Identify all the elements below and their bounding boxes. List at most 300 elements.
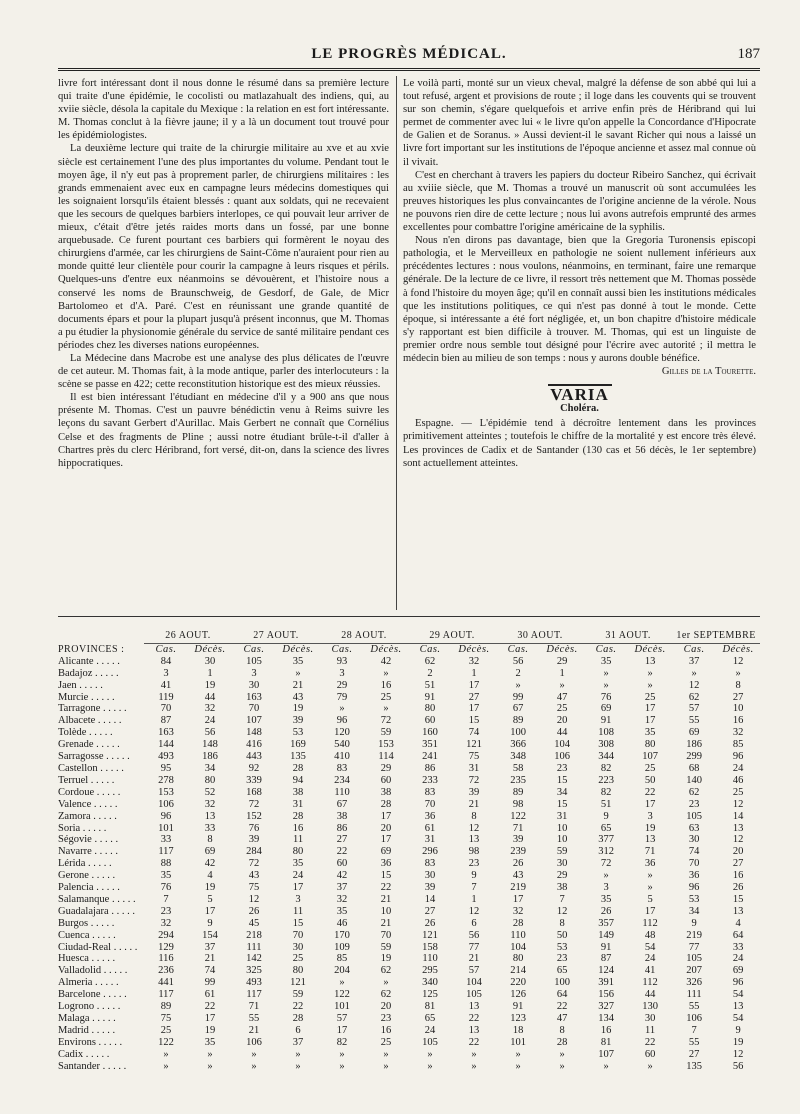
deces-cell: 60 (380, 774, 392, 786)
cas-cell: 26 (248, 905, 260, 917)
cas-cell: 96 (688, 882, 700, 894)
table-row (58, 965, 760, 977)
deces-cell: 25 (732, 786, 744, 798)
deces-cell: 30 (292, 941, 304, 953)
deces-cell: 20 (732, 846, 744, 858)
cas-cell: 110 (422, 953, 438, 965)
deces-cell: 15 (732, 893, 744, 905)
deces-header: Décès. (722, 643, 754, 655)
cas-cell: 35 (160, 870, 172, 882)
deces-cell: 12 (556, 905, 568, 917)
cas-cell: 351 (422, 739, 438, 751)
cas-cell: 235 (510, 774, 526, 786)
paragraph: C'est en cherchant à travers les papiers du docteur Ribeiro Sanchez, qui écrivait au xviiie siècle, que M. Thomas a trouvé un manuscrit où sont accumulées les preuves historiques les plus convaincantes de l'origine ancienne de la vérole. Nous ne pouvons rien dire de cette lecture ; nous lui avons autrefois emprunté des armes excellentes pour combattre l'origine américaine de la syphilis. (403, 169, 756, 234)
deces-cell: 29 (380, 762, 392, 774)
cas-cell: 220 (510, 977, 526, 989)
province-name: Salamanque . . . . . (58, 893, 136, 905)
cas-cell: 126 (510, 989, 526, 1001)
deces-cell: » (207, 1060, 213, 1072)
deces-cell: 114 (378, 751, 394, 763)
cas-cell: 30 (248, 679, 260, 691)
cas-header: Cas. (155, 643, 177, 655)
deces-cell: 39 (292, 715, 304, 727)
deces-cell: 1 (471, 893, 477, 905)
cas-cell: 105 (686, 953, 702, 965)
cas-cell: 241 (422, 751, 438, 763)
deces-cell: 35 (292, 655, 304, 667)
province-name: Environs . . . . . (58, 1036, 123, 1048)
cas-cell: 69 (600, 703, 612, 715)
cas-cell: 117 (246, 989, 262, 1001)
cas-cell: 75 (160, 1013, 172, 1024)
deces-cell: 19 (204, 1024, 216, 1036)
cas-cell: 135 (686, 1060, 702, 1072)
deces-cell: 12 (468, 905, 480, 917)
cas-cell: 106 (686, 1013, 702, 1024)
cas-cell: 443 (246, 751, 262, 763)
cas-cell: 91 (424, 691, 436, 703)
deces-cell: 24 (204, 715, 216, 727)
column-divider (396, 76, 397, 610)
cas-cell: 89 (512, 715, 524, 727)
deces-cell: 16 (380, 679, 392, 691)
cas-cell: 87 (600, 953, 612, 965)
deces-cell: 8 (471, 810, 477, 822)
deces-cell: 98 (468, 846, 480, 858)
cas-cell: 278 (158, 774, 174, 786)
deces-cell: 104 (554, 739, 570, 751)
deces-cell: » (647, 679, 653, 691)
table-row (58, 858, 760, 870)
deces-cell: 22 (292, 1001, 304, 1013)
cas-cell: 12 (248, 893, 260, 905)
cas-cell: 236 (158, 965, 174, 977)
cas-cell: 312 (598, 846, 614, 858)
deces-cell: 32 (468, 655, 480, 667)
cas-cell: » (339, 703, 345, 715)
deces-cell: 24 (292, 870, 304, 882)
cas-cell: 22 (336, 846, 348, 858)
deces-cell: » (559, 679, 565, 691)
table-date-row (58, 630, 760, 643)
deces-cell: 35 (644, 727, 656, 739)
cas-cell: 82 (600, 786, 612, 798)
cas-cell: 153 (158, 786, 174, 798)
journal-title: LE PROGRÈS MÉDICAL. (311, 46, 507, 62)
deces-header: Décès. (194, 643, 226, 655)
deces-cell: 37 (292, 1036, 304, 1048)
cas-cell: 163 (246, 691, 262, 703)
deces-cell: 80 (292, 846, 304, 858)
cas-cell: 119 (158, 691, 174, 703)
cas-cell: 121 (422, 929, 438, 941)
deces-cell: 37 (204, 941, 216, 953)
deces-cell: 62 (380, 965, 392, 977)
deces-cell: 14 (732, 810, 744, 822)
cas-cell: 27 (336, 834, 348, 846)
province-name: Almeria . . . . . (58, 977, 119, 989)
deces-cell: 61 (204, 989, 216, 1001)
deces-cell: 9 (735, 1024, 741, 1036)
cas-cell: 110 (510, 929, 526, 941)
cas-cell: 106 (158, 798, 174, 810)
deces-cell: 22 (556, 1001, 568, 1013)
table-row (58, 846, 760, 858)
cas-cell: 81 (424, 1001, 436, 1013)
deces-cell: 69 (732, 965, 744, 977)
deces-cell: 15 (468, 715, 480, 727)
cas-cell: 233 (422, 774, 438, 786)
cas-cell: 170 (334, 929, 350, 941)
cas-cell: 32 (512, 905, 524, 917)
cas-cell: 107 (598, 1048, 614, 1060)
deces-cell: 60 (644, 1048, 656, 1060)
table-row (58, 1025, 760, 1037)
deces-cell: 72 (468, 774, 480, 786)
cas-cell: 26 (512, 858, 524, 870)
deces-cell: 21 (468, 953, 480, 965)
deces-cell: 62 (380, 989, 392, 1001)
deces-cell: 59 (556, 846, 568, 858)
deces-cell: 12 (732, 798, 744, 810)
deces-cell: 22 (644, 1036, 656, 1048)
deces-cell: 13 (468, 834, 480, 846)
deces-cell: 1 (559, 667, 565, 679)
cas-cell: 38 (336, 810, 348, 822)
deces-cell: 34 (556, 786, 568, 798)
province-name: Malaga . . . . . (58, 1013, 116, 1024)
cas-cell: 441 (158, 977, 174, 989)
table-row (58, 763, 760, 775)
cas-cell: 104 (510, 941, 526, 953)
cas-cell: » (515, 1060, 521, 1072)
table-row (58, 692, 760, 704)
deces-cell: 11 (292, 834, 304, 846)
cas-cell: 39 (248, 834, 260, 846)
table-row (58, 953, 760, 965)
cas-cell: 2 (515, 667, 521, 679)
deces-cell: 36 (380, 858, 392, 870)
cas-cell: 82 (600, 762, 612, 774)
date-header: 1er SEPTEMBRE (672, 630, 760, 643)
cas-cell: 68 (688, 762, 700, 774)
cas-cell: 89 (512, 786, 524, 798)
deces-cell: 16 (380, 1024, 392, 1036)
cas-cell: 326 (686, 977, 702, 989)
cas-cell: 62 (688, 691, 700, 703)
cas-cell: 163 (158, 727, 174, 739)
table-row (58, 870, 760, 882)
deces-cell: 153 (378, 739, 394, 751)
cas-cell: 29 (336, 679, 348, 691)
deces-cell: 70 (292, 929, 304, 941)
cas-cell: 32 (160, 917, 172, 929)
deces-cell: 15 (380, 870, 392, 882)
table-row (58, 680, 760, 692)
deces-cell: 13 (468, 1001, 480, 1013)
cas-cell: » (603, 667, 609, 679)
deces-cell: 10 (556, 834, 568, 846)
cas-cell: 55 (248, 1013, 260, 1024)
deces-cell: 32 (204, 798, 216, 810)
deces-cell: 15 (556, 774, 568, 786)
deces-cell: 22 (468, 1036, 480, 1048)
deces-cell: 47 (556, 691, 568, 703)
cas-cell: 348 (510, 751, 526, 763)
deces-cell: 26 (732, 882, 744, 894)
deces-cell: 12 (732, 834, 744, 846)
cas-cell: 149 (598, 929, 614, 941)
deces-cell: 19 (204, 882, 216, 894)
cas-cell: » (603, 1060, 609, 1072)
deces-cell: 27 (468, 691, 480, 703)
cas-cell: 156 (598, 989, 614, 1001)
table-row (58, 977, 760, 989)
deces-cell: 46 (732, 774, 744, 786)
cas-cell: 32 (336, 893, 348, 905)
right-column (403, 77, 756, 470)
deces-cell: 12 (732, 1048, 744, 1060)
deces-cell: 59 (292, 989, 304, 1001)
deces-cell: 8 (559, 917, 565, 929)
deces-cell: » (471, 1048, 477, 1060)
deces-cell: 169 (290, 739, 306, 751)
deces-cell: 25 (556, 703, 568, 715)
province-name: Grenade . . . . . (58, 739, 120, 751)
cas-cell: 34 (688, 905, 700, 917)
date-header: 31 AOUT. (584, 630, 672, 643)
deces-cell: 25 (292, 953, 304, 965)
cas-header: Cas. (331, 643, 353, 655)
cas-cell: 357 (598, 917, 614, 929)
deces-cell: 50 (644, 774, 656, 786)
province-name: Huesca . . . . . (58, 953, 116, 965)
cas-cell: 124 (598, 965, 614, 977)
cas-cell: 160 (422, 727, 438, 739)
deces-cell: 186 (202, 751, 218, 763)
deces-cell: 15 (292, 917, 304, 929)
deces-cell: 33 (732, 941, 744, 953)
table-row (58, 906, 760, 918)
deces-cell: 29 (556, 870, 568, 882)
cas-cell: 123 (510, 1013, 526, 1024)
cas-cell: 117 (158, 989, 174, 1001)
page-number: 187 (737, 46, 760, 62)
cas-cell: 122 (510, 810, 526, 822)
cas-cell: 144 (158, 739, 174, 751)
table-row (58, 1061, 760, 1073)
cas-cell: 28 (512, 917, 524, 929)
cas-cell: 51 (424, 679, 436, 691)
cas-cell: 65 (600, 822, 612, 834)
deces-cell: 30 (204, 655, 216, 667)
province-name: Jaen . . . . . (58, 679, 103, 691)
cas-cell: 219 (686, 929, 702, 941)
cas-cell: 3 (251, 667, 257, 679)
deces-cell: 154 (202, 929, 218, 941)
province-name: Lérida . . . . . (58, 858, 112, 870)
cas-cell: 56 (512, 655, 524, 667)
deces-header: Décès. (370, 643, 402, 655)
cas-cell: 33 (160, 834, 172, 846)
cas-cell: 95 (160, 762, 172, 774)
deces-cell: 35 (204, 1036, 216, 1048)
deces-cell: 38 (556, 882, 568, 894)
cas-cell: 91 (512, 1001, 524, 1013)
cas-cell: 366 (510, 739, 526, 751)
table-row (58, 918, 760, 930)
cas-header: Cas. (507, 643, 529, 655)
deces-cell: 56 (204, 727, 216, 739)
deces-cell: 13 (468, 1024, 480, 1036)
date-header: 28 AOUT. (320, 630, 408, 643)
cas-cell: 327 (598, 1001, 614, 1013)
cas-cell: 110 (334, 786, 350, 798)
table-row (58, 715, 760, 727)
cas-cell: 51 (600, 798, 612, 810)
deces-cell: » (559, 1048, 565, 1060)
header-rule (58, 68, 760, 71)
deces-cell: 4 (207, 870, 213, 882)
deces-cell: 10 (556, 822, 568, 834)
cas-cell: 223 (598, 774, 614, 786)
cas-cell: 36 (424, 810, 436, 822)
deces-cell: 24 (732, 953, 744, 965)
deces-cell: 74 (204, 965, 216, 977)
deces-cell: 44 (556, 727, 568, 739)
deces-cell: 10 (732, 703, 744, 715)
deces-cell: 31 (468, 762, 480, 774)
cas-cell: 295 (422, 965, 438, 977)
deces-cell: 54 (732, 1013, 744, 1024)
deces-cell: 38 (292, 786, 304, 798)
cas-cell: 82 (336, 1036, 348, 1048)
cas-cell: 106 (246, 1036, 262, 1048)
deces-cell: 20 (380, 822, 392, 834)
deces-cell: 22 (468, 1013, 480, 1024)
deces-cell: 20 (380, 1001, 392, 1013)
cas-cell: 37 (336, 882, 348, 894)
section-subtitle: Choléra. (560, 403, 599, 415)
table-row (58, 727, 760, 739)
cas-header: Cas. (419, 643, 441, 655)
deces-cell: 3 (647, 810, 653, 822)
deces-header: Décès. (458, 643, 490, 655)
province-name: Logrono . . . . . (58, 1001, 121, 1013)
cas-cell: 100 (510, 727, 526, 739)
deces-cell: 17 (204, 905, 216, 917)
cholera-table-wrap (58, 630, 760, 1073)
cas-cell: 76 (248, 822, 260, 834)
deces-cell: 56 (468, 929, 480, 941)
province-name: Valladolid . . . . . (58, 965, 128, 977)
cas-cell: 17 (336, 1024, 348, 1036)
deces-cell: 6 (471, 917, 477, 929)
province-name: Santander . . . . . (58, 1060, 127, 1072)
deces-cell: 5 (207, 893, 213, 905)
deces-cell: 11 (645, 1024, 656, 1036)
cas-cell: 120 (334, 727, 350, 739)
province-name: Soria . . . . . (58, 822, 107, 834)
deces-cell: 41 (644, 965, 656, 977)
paragraph: livre fort intéressant dont il nous donne le résumé dans sa première lecture qui traite d'une épidémie, le cocolisti ou matlazahualt des indiens, qui, au xviie siècle, désola la capitale du Mexique : la relation en est fort intéressante. M. Thomas conclut à la fièvre jaune; il y a là un document tout trouvé pour les épidémiologistes. (58, 78, 389, 142)
cas-cell: 17 (512, 893, 524, 905)
deces-cell: » (295, 1048, 301, 1060)
cas-cell: 129 (158, 941, 174, 953)
cas-cell: 65 (424, 1013, 436, 1024)
deces-cell: » (295, 667, 301, 679)
cas-cell: 76 (160, 882, 172, 894)
cas-cell: 30 (424, 870, 436, 882)
province-name: Castellon . . . . . (58, 762, 124, 774)
cas-cell: 339 (246, 774, 262, 786)
cas-cell: 62 (424, 655, 436, 667)
deces-cell: 30 (556, 858, 568, 870)
deces-cell: 105 (466, 989, 482, 1001)
deces-cell: 10 (380, 905, 392, 917)
cas-cell: 67 (512, 703, 524, 715)
deces-cell: 25 (380, 1036, 392, 1048)
deces-cell: 135 (290, 751, 306, 763)
deces-cell: 44 (204, 691, 216, 703)
cas-cell: 83 (424, 858, 436, 870)
deces-cell: 12 (732, 655, 744, 667)
cas-cell: 294 (158, 929, 174, 941)
cas-cell: 96 (336, 715, 348, 727)
cas-cell: 109 (334, 941, 350, 953)
paragraph: La Médecine dans Macrobe est une analyse des plus délicates de l'œuvre de cet auteur. M. Thomas fait, à la mode antique, parler des interlocuteurs : la scène se passe en 422; cette reconstitution historique est des mieux réussies. (58, 352, 389, 391)
table-row (58, 1037, 760, 1049)
deces-cell: 38 (380, 786, 392, 798)
deces-cell: 121 (466, 739, 482, 751)
deces-cell: 28 (380, 798, 392, 810)
deces-cell: 25 (644, 691, 656, 703)
deces-cell: 21 (380, 893, 392, 905)
cas-cell: 158 (422, 941, 438, 953)
deces-cell: 42 (204, 858, 216, 870)
deces-cell: 28 (292, 762, 304, 774)
cas-cell: 71 (248, 1001, 260, 1013)
cas-cell: 80 (424, 703, 436, 715)
deces-cell: 56 (732, 1060, 744, 1072)
cas-cell: 60 (336, 858, 348, 870)
cas-cell: 344 (598, 751, 614, 763)
table-row (58, 882, 760, 894)
cas-cell: » (603, 870, 609, 882)
table-rule (58, 616, 760, 617)
deces-cell: 64 (556, 989, 568, 1001)
deces-cell: 8 (735, 679, 741, 691)
deces-cell: 13 (732, 1001, 744, 1013)
cas-cell: 35 (600, 893, 612, 905)
province-name: Ségovie . . . . . (58, 834, 119, 846)
cas-cell: 325 (246, 965, 262, 977)
deces-cell: 112 (642, 917, 658, 929)
cas-cell: 84 (160, 655, 172, 667)
deces-cell: 24 (644, 953, 656, 965)
deces-cell: » (383, 703, 389, 715)
page-header (58, 46, 760, 68)
deces-cell: 19 (292, 703, 304, 715)
cas-cell: 70 (248, 703, 260, 715)
cas-cell: 218 (246, 929, 262, 941)
cas-cell: 101 (334, 1001, 350, 1013)
cas-cell: 101 (158, 822, 174, 834)
cas-cell: 23 (160, 905, 172, 917)
table-row (58, 751, 760, 763)
cas-cell: » (339, 1060, 345, 1072)
province-name: Gerone . . . . . (58, 870, 116, 882)
